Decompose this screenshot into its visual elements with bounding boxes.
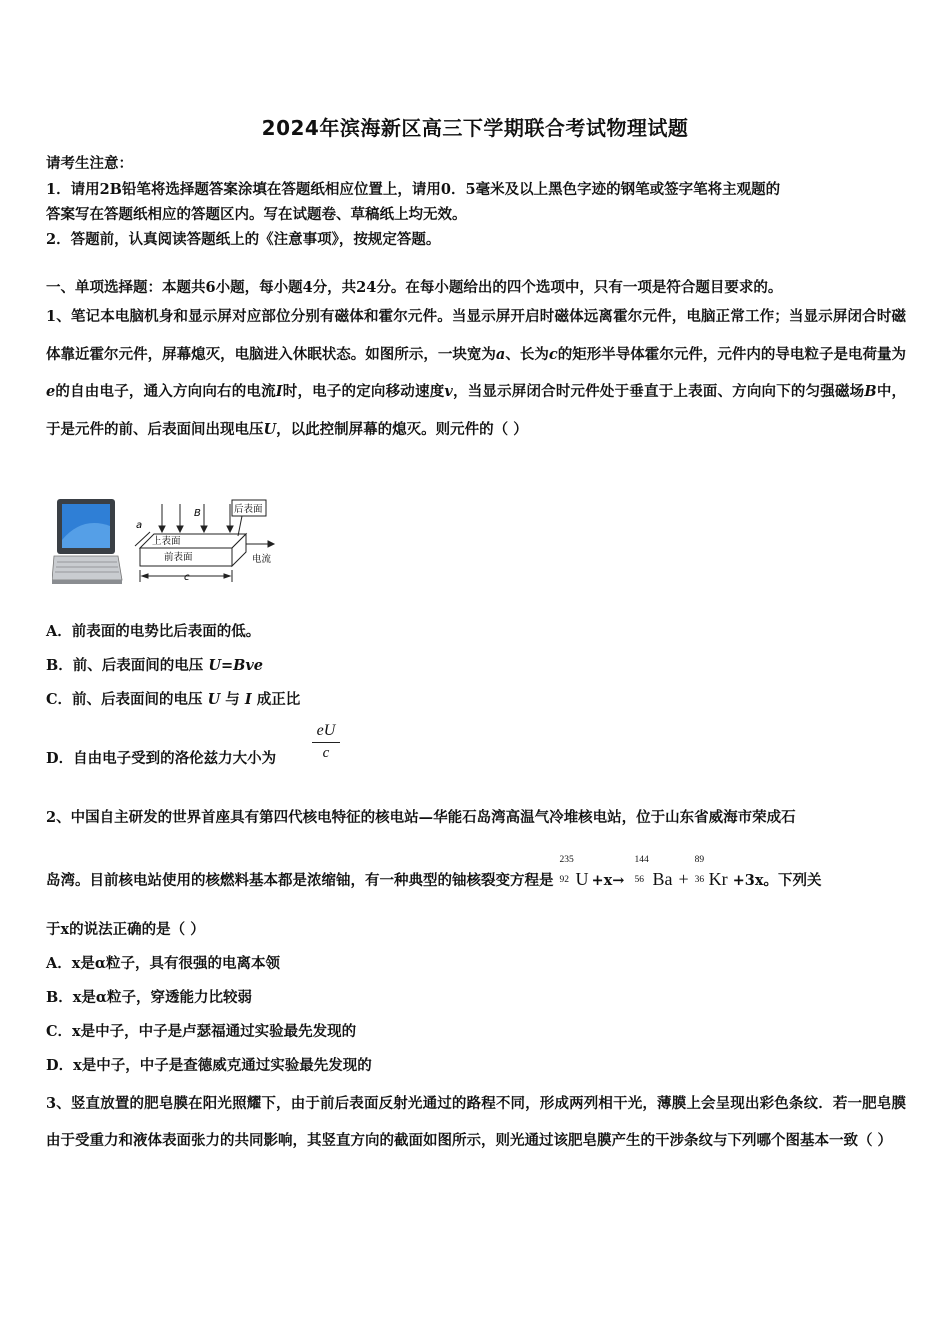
page-title: 2024年滨海新区高三下学期联合考试物理试题: [261, 116, 689, 140]
q2-option-c: C．x是中子，中子是卢瑟福通过实验最先发现的: [46, 1023, 357, 1040]
lorentz-fraction: $\frac{eU}{c}$: [312, 722, 340, 762]
hall-element-diagram: [132, 496, 282, 588]
notice-line-1a: 1．请用2B铅笔将选择题答案涂填在答题纸相应位置上，请用0．5毫米及以上黑色字迹的钢笔或签字笔将主观题的: [46, 181, 781, 198]
label-back-surface: 后表面: [234, 504, 263, 515]
notice-heading: 请考生注意：: [46, 155, 133, 172]
label-c: c: [184, 572, 190, 583]
q1-option-d: D．自由电子受到的洛伦兹力大小为: [46, 750, 277, 767]
label-B: B: [194, 508, 201, 519]
laptop-figure: [52, 496, 124, 588]
label-a: a: [136, 520, 143, 531]
question-1-stem: 1、笔记本电脑机身和显示屏对应部位分别有磁体和霍尔元件。当显示屏开启时磁体远离霍尔元件，电脑正常工作；当显示屏闭合时磁体靠近霍尔元件，屏幕熄灭，电脑进入休眠状态。如图所示，一块宽为a、长为c的矩形半导体霍尔元件，元件内的导电粒子是电荷量为e的自由电子，通入方向向右的电流I时，电子的定向移动速度v，当显示屏闭合时元件处于垂直于上表面、方向向下的匀强磁场B中，于是元件的前、后表面间出现电压U，以此控制屏幕的熄灭。则元件的（ ）: [46, 308, 907, 438]
krypton-nuclide: 89 36 Kr: [694, 855, 728, 889]
q2-option-a: A．x是α粒子，具有很强的电离本领: [46, 955, 281, 972]
laptop-keyboard: [52, 556, 122, 580]
label-current: 电流: [252, 554, 272, 565]
label-top-surface: 上表面: [152, 536, 181, 547]
label-front-surface: 前表面: [164, 552, 193, 563]
q2-line-2: 岛湾。目前核电站使用的核燃料基本都是浓缩铀，有一种典型的铀核裂变方程是 235 92 U +x→ 144 56 Ba + 89 36 Kr +3x。下列关: [46, 855, 822, 889]
notice-line-1b: 答案写在答题纸相应的答题区内。写在试题卷、草稿纸上均无效。: [46, 206, 467, 223]
q2-line-3: 于x的说法正确的是（ ）: [46, 921, 205, 938]
q1-option-a: A．前表面的电势比后表面的低。: [46, 623, 261, 640]
q1-option-c: C．前、后表面间的电压 U 与 I 成正比: [46, 691, 301, 708]
barium-nuclide: 144 56 Ba: [634, 855, 673, 889]
section-1-heading: 一、单项选择题：本题共6小题，每小题4分，共24分。在每小题给出的四个选项中，只有一项是符合题目要求的。: [46, 279, 783, 296]
uranium-nuclide: 235 92 U: [559, 855, 589, 889]
q2-option-b: B．x是α粒子，穿透能力比较弱: [46, 989, 253, 1006]
q2-line-1: 2、中国自主研发的世界首座具有第四代核电特征的核电站—华能石岛湾高温气冷堆核电站，位于山东省威海市荣成石: [46, 809, 796, 826]
question-3-stem: 3、竖直放置的肥皂膜在阳光照耀下，由于前后表面反射光通过的路程不同，形成两列相干光，薄膜上会呈现出彩色条纹．若一肥皂膜由于受重力和液体表面张力的共同影响，其竖直方向的截面如图所示，则光通过该肥皂膜产生的干涉条纹与下列哪个图基本一致（ ）: [46, 1095, 906, 1149]
q2-option-d: D．x是中子，中子是查德威克通过实验最先发现的: [46, 1057, 372, 1074]
notice-line-2: 2．答题前，认真阅读答题纸上的《注意事项》，按规定答题。: [46, 231, 441, 248]
q1-option-b: B．前、后表面间的电压 U=Bve: [46, 657, 264, 674]
